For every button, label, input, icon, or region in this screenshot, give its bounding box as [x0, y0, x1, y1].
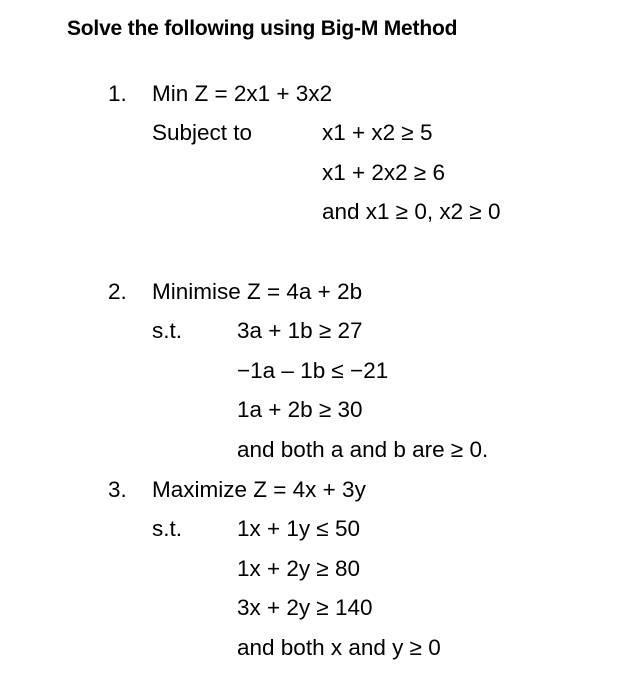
constraint: x1 + 2x2 ≥ 6	[322, 160, 446, 185]
constraint: 3a + 1b ≥ 27	[237, 318, 363, 343]
constraint: 3x + 2y ≥ 140	[237, 595, 373, 620]
subject-to-label: s.t.	[152, 516, 183, 541]
subject-to-label: s.t.	[152, 318, 183, 343]
non-negativity-constraint: and x1 ≥ 0, x2 ≥ 0	[322, 199, 501, 224]
objective-function: Min Z = 2x1 + 3x2	[152, 81, 333, 106]
objective-function: Minimise Z = 4a + 2b	[152, 279, 363, 304]
problem-number: 3.	[108, 477, 127, 502]
problem-number: 1.	[108, 81, 127, 106]
non-negativity-constraint: and both x and y ≥ 0	[237, 635, 441, 660]
subject-to-label: Subject to	[152, 120, 253, 145]
problem-number: 2.	[108, 279, 127, 304]
objective-function: Maximize Z = 4x + 3y	[152, 477, 366, 502]
constraint: 1x + 2y ≥ 80	[237, 556, 361, 581]
constraint: −1a – 1b ≤ −21	[237, 358, 389, 383]
non-negativity-constraint: and both a and b are ≥ 0.	[237, 437, 489, 462]
page-title: Solve the following using Big-M Method	[67, 17, 458, 40]
constraint: 1x + 1y ≤ 50	[237, 516, 361, 541]
constraint: x1 + x2 ≥ 5	[322, 120, 433, 145]
constraint: 1a + 2b ≥ 30	[237, 397, 363, 422]
